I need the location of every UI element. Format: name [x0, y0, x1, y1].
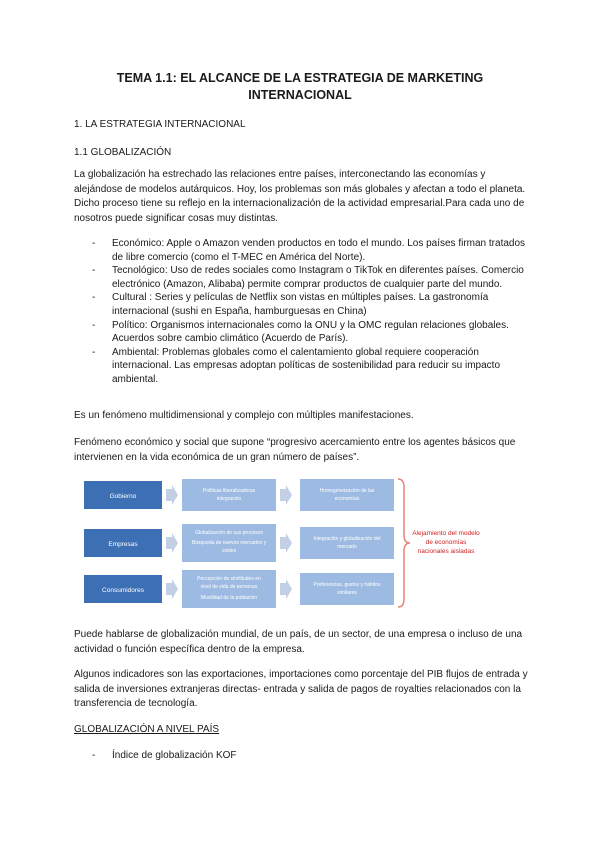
result-box	[300, 573, 394, 605]
intro-paragraph: La globalización ha estrechado las relaciones entre países, interconectando las economías y alejándose de modelos autárquicos. Hoy, los problemas son más globales y afectan a todo el planeta. Dicho proceso tiene su reflejo en la internacionalización de la actividad empresarial.Para cada uno de nosotros puede significar cosas muy distintas.	[74, 169, 526, 224]
multidimensional-paragraph: Es un fenómeno multidimensional y complejo con múltiples manifestaciones.	[74, 410, 414, 421]
indicators-paragraph: Algunos indicadores son las exportaciones, importaciones como porcentaje del PIB flujos de entrada y salida de inversiones extranjeras directas- entrada y salida de pagos de royalties relacionados con la transferencia de tecnología.	[74, 669, 528, 710]
arrow-icon	[280, 579, 292, 599]
title-line-1: TEMA 1.1: EL ALCANCE DE LA ESTRATEGIA DE MARKETING	[116, 71, 484, 85]
globalization-diagram	[74, 473, 480, 613]
actor-label: Consumidores	[102, 587, 144, 594]
result-text: similares	[337, 590, 357, 596]
document-title	[110, 70, 490, 104]
arrow-icon	[166, 579, 178, 599]
title-line-2: INTERNACIONAL	[248, 88, 352, 102]
mundial-paragraph: Puede hablarse de globalización mundial, de un país, de un sector, de una empresa o incluso de una actividad o función específica dentro de la empresa.	[74, 629, 523, 655]
action-text: Globalización de sus procesos	[195, 530, 263, 536]
arrow-icon	[166, 533, 178, 553]
diagram-row	[84, 524, 394, 562]
action-text: costes	[221, 548, 237, 554]
result-text: mercado	[337, 544, 357, 550]
actor-label: Empresas	[108, 541, 138, 548]
arrow-icon	[280, 485, 292, 505]
definition-paragraph: Fenómeno económico y social que supone “progresivo acercamiento entre los agentes básicos que intervienen en la vida económica de un gran número de países”.	[74, 437, 516, 463]
brace-icon	[398, 479, 410, 607]
arrow-icon	[280, 533, 292, 553]
diagram-row	[84, 479, 394, 511]
list-item: - Tecnológico: Uso de redes sociales como Instagram o TikTok en diferentes países. Comercio electrónico (Amazon, Alibaba) permite comprar productos de cualquier parte del mundo.	[92, 265, 524, 290]
list-item: - Político: Organismos internacionales como la ONU y la OMC regulan relaciones globales. Acuerdos sobre cambio climático (Acuerdo de París).	[92, 319, 509, 345]
action-text: Políticas liberalizadoras	[202, 488, 256, 494]
result-text: Integración y globalización del	[313, 536, 381, 542]
action-text: Percepción de similitudes en	[197, 576, 261, 582]
action-text: Movilidad de la población	[200, 595, 258, 601]
action-text: Búsqueda de nuevos mercados y	[191, 540, 267, 546]
result-box	[300, 479, 394, 511]
kof-list	[92, 749, 532, 763]
result-text: Preferencias, gustos y hábitos	[313, 582, 381, 588]
result-text: economías	[334, 496, 360, 502]
action-text: integración	[216, 496, 242, 502]
arrow-icon	[166, 485, 178, 505]
list-item: - Cultural : Series y películas de Netflix son vistas en múltiples países. La gastronomía internacional (sushi en España, hamburguesas en China)	[92, 292, 489, 317]
section-heading-1: 1. LA ESTRATEGIA INTERNACIONAL	[74, 119, 246, 130]
action-text: nivel de vida de personas	[200, 584, 258, 590]
outcome-text: Alejamiento del modelo	[412, 530, 480, 537]
result-box	[300, 527, 394, 559]
action-box	[182, 479, 276, 511]
list-item: - Índice de globalización KOF	[92, 750, 237, 761]
section-heading-1-1: 1.1 GLOBALIZACIÓN	[74, 147, 172, 158]
result-text: Homogeneización de las	[319, 488, 375, 494]
list-item: - Económico: Apple o Amazon venden productos en todo el mundo. Los países firman tratados de libre comercio (como el T-MEC en América del Norte).	[92, 238, 526, 263]
diagram-svg	[74, 473, 480, 613]
section-heading-pais: GLOBALIZACIÓN A NIVEL PAÍS	[74, 724, 220, 735]
diagram-row	[84, 570, 394, 608]
outcome-text: de economías	[425, 539, 467, 546]
list-item: - Ambiental: Problemas globales como el calentamiento global requiere cooperación internacional. Las empresas adoptan políticas de sostenibilidad para reducir su impacto ambiental.	[92, 346, 501, 385]
actor-label: Gobierno	[109, 493, 137, 500]
globalization-dimensions-list	[92, 237, 532, 387]
outcome-text: nacionales aisladas	[417, 548, 475, 555]
